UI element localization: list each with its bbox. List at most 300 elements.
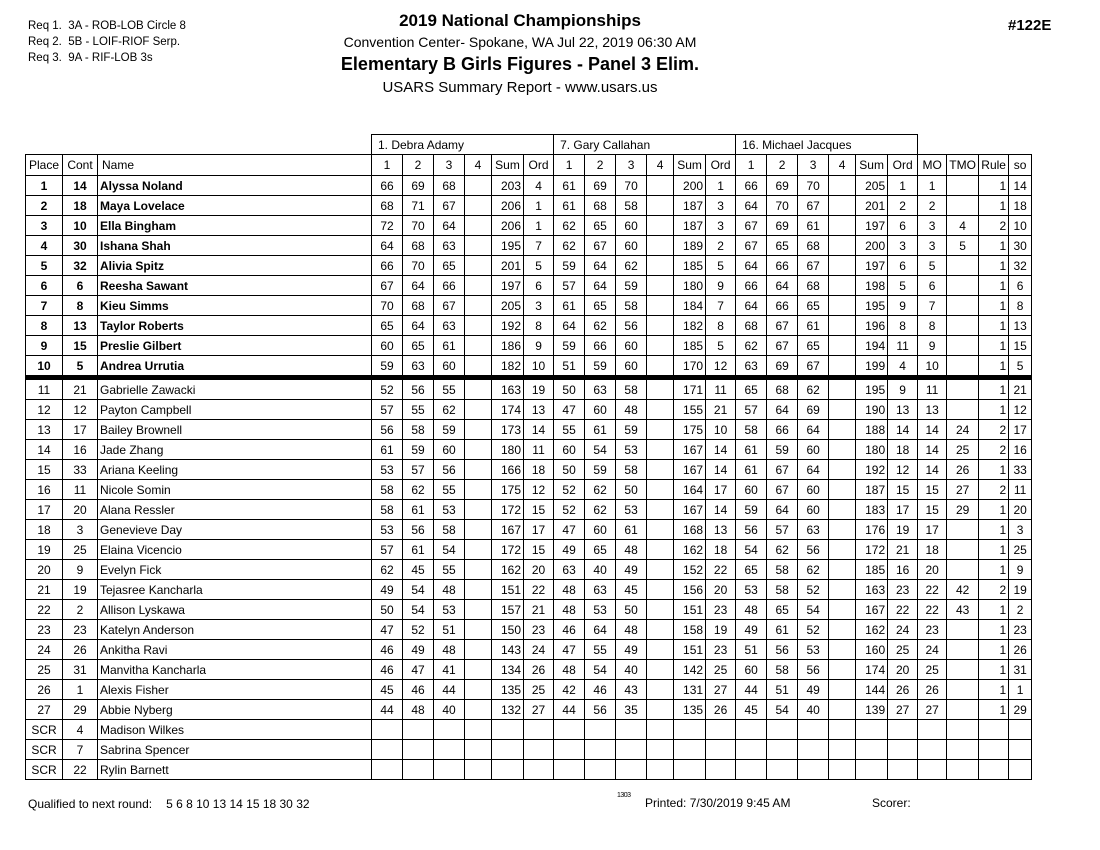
cont-cell: 21 [63, 378, 98, 400]
place-cell: 14 [26, 440, 63, 460]
judge-2-score-cell: 48 [616, 400, 647, 420]
judge-1-ord-cell: 6 [524, 276, 554, 296]
judge-3-score-cell: 68 [767, 378, 798, 400]
place-cell: 7 [26, 296, 63, 316]
judge-2-score-cell: 62 [554, 216, 585, 236]
table-row [26, 720, 1032, 740]
table-row [26, 296, 1032, 316]
so-cell: 2 [1009, 600, 1032, 620]
name-cell: Katelyn Anderson [98, 620, 372, 640]
judge-2-score-cell [647, 640, 674, 660]
place-cell: 26 [26, 680, 63, 700]
cont-cell: 29 [63, 700, 98, 720]
venue-datetime: Convention Center- Spokane, WA Jul 22, 2019 06:30 AM [343, 34, 697, 50]
judge-3-score-cell: 48 [736, 600, 767, 620]
judge-3-score-cell [829, 400, 856, 420]
judge-2-score-cell: 46 [554, 620, 585, 640]
rule-cell: 1 [979, 600, 1009, 620]
mo-cell [918, 760, 947, 780]
judge-2-score-cell: 59 [585, 460, 616, 480]
judge-2-score-cell [647, 740, 674, 760]
judge-2-score-cell: 61 [554, 196, 585, 216]
qualified-label: Qualified to next round: [28, 797, 153, 811]
judge-3-score-cell [736, 720, 767, 740]
judge-2-sum-cell: 162 [674, 540, 706, 560]
judge-2-score-cell: 63 [585, 378, 616, 400]
col-sum: Sum [856, 155, 888, 176]
judge-1-score-cell: 64 [403, 276, 434, 296]
so-cell: 10 [1009, 216, 1032, 236]
so-cell: 30 [1009, 236, 1032, 256]
judge-2-score-cell: 55 [585, 640, 616, 660]
judge-1-ord-cell: 10 [524, 356, 554, 378]
table-row [26, 700, 1032, 720]
so-cell: 23 [1009, 620, 1032, 640]
judge-3-sum-cell: 199 [856, 356, 888, 378]
judge-2-score-cell: 59 [616, 420, 647, 440]
judge-2-sum-cell: 167 [674, 500, 706, 520]
rule-cell: 1 [979, 560, 1009, 580]
judge-3-score-cell: 63 [798, 520, 829, 540]
judge-3-ord-cell: 14 [888, 420, 918, 440]
judge-2-score-cell: 61 [585, 420, 616, 440]
name-cell: Bailey Brownell [98, 420, 372, 440]
judge-1-score-cell: 58 [372, 480, 403, 500]
judge-3-ord-cell [888, 720, 918, 740]
judge-2-ord-cell: 12 [706, 356, 736, 378]
judge-1-score-cell [403, 760, 434, 780]
rule-cell: 2 [979, 216, 1009, 236]
name-cell: Andrea Urrutia [98, 356, 372, 378]
judge-1-score-cell: 55 [434, 480, 465, 500]
judge-2-score-cell [585, 720, 616, 740]
judge-2-score-cell: 62 [554, 236, 585, 256]
judge-3-score-cell: 58 [767, 580, 798, 600]
judge-3-score-cell: 62 [767, 540, 798, 560]
name-cell: Preslie Gilbert [98, 336, 372, 356]
rule-cell: 1 [979, 316, 1009, 336]
place-cell: 6 [26, 276, 63, 296]
name-cell: Alyssa Noland [98, 176, 372, 196]
judge-1-ord-cell: 19 [524, 378, 554, 400]
judge-2-score-cell [647, 480, 674, 500]
judge-2-sum-cell: 180 [674, 276, 706, 296]
judge-2-sum-cell: 158 [674, 620, 706, 640]
judge-3-sum-cell: 195 [856, 378, 888, 400]
judge-1-score-cell [403, 720, 434, 740]
judge-1-score-cell: 58 [434, 520, 465, 540]
judge-3-score-cell [829, 560, 856, 580]
judge-3-score-cell [829, 740, 856, 760]
judge-3-sum-cell: 176 [856, 520, 888, 540]
judge-3-ord-cell: 17 [888, 500, 918, 520]
judge-3-score-cell: 64 [736, 196, 767, 216]
judge-1-ord-cell: 11 [524, 440, 554, 460]
place-cell: 22 [26, 600, 63, 620]
place-cell: 5 [26, 256, 63, 276]
judge-2-score-cell: 47 [554, 640, 585, 660]
judge-2-score-cell [647, 296, 674, 316]
judge-3-score-cell: 66 [767, 256, 798, 276]
judge-2-score-cell: 42 [554, 680, 585, 700]
judge-1-ord-cell [524, 760, 554, 780]
judge-3-ord-cell: 27 [888, 700, 918, 720]
judge-1-sum-cell: 203 [492, 176, 524, 196]
results-table [25, 134, 1032, 780]
tmo-cell [947, 316, 979, 336]
judge-2-score-cell [647, 316, 674, 336]
name-cell: Sabrina Spencer [98, 740, 372, 760]
judge-1-score-cell [465, 196, 492, 216]
judge-3-score-cell: 61 [736, 460, 767, 480]
table-row [26, 460, 1032, 480]
judge-1-score-cell [465, 660, 492, 680]
judge-3-score-cell: 62 [736, 336, 767, 356]
judge-1-score-cell: 70 [372, 296, 403, 316]
cont-cell: 4 [63, 720, 98, 740]
judge-1-score-cell: 56 [403, 520, 434, 540]
judge-2-score-cell [647, 540, 674, 560]
judge-3-score-cell [829, 500, 856, 520]
name-cell: Jade Zhang [98, 440, 372, 460]
tmo-cell: 26 [947, 460, 979, 480]
cont-cell: 30 [63, 236, 98, 256]
judge-1-score-cell: 68 [403, 236, 434, 256]
judge-1-sum-cell: 180 [492, 440, 524, 460]
judge-3-score-cell [829, 480, 856, 500]
judge-2-score-cell: 47 [554, 520, 585, 540]
judge-3-sum-cell: 185 [856, 560, 888, 580]
tmo-cell: 27 [947, 480, 979, 500]
judge-3-ord-cell: 6 [888, 216, 918, 236]
qualified-numbers: 5 6 8 10 13 14 15 18 30 32 [166, 797, 310, 811]
judge-1-sum-cell [492, 720, 524, 740]
table-row [26, 440, 1032, 460]
name-cell: Allison Lyskawa [98, 600, 372, 620]
tmo-cell: 25 [947, 440, 979, 460]
judge-1-score-cell [465, 460, 492, 480]
judge-1-score-cell: 66 [434, 276, 465, 296]
table-row [26, 378, 1032, 400]
judge-3-ord-cell: 23 [888, 580, 918, 600]
judge-3-score-cell [798, 720, 829, 740]
judge-1-score-cell: 46 [372, 640, 403, 660]
judge-2-score-cell: 60 [554, 440, 585, 460]
so-cell: 8 [1009, 296, 1032, 316]
judge-1-score-cell [465, 176, 492, 196]
judge-2-score-cell [647, 420, 674, 440]
judge-2-score-cell [647, 356, 674, 378]
judge-3-score-cell [798, 760, 829, 780]
judge-1-ord-cell: 4 [524, 176, 554, 196]
judge-3-score-cell: 52 [798, 620, 829, 640]
judge-2-score-cell: 46 [585, 680, 616, 700]
judge-3-score-cell: 70 [798, 176, 829, 196]
judge-2-score-cell [647, 216, 674, 236]
judge-3-score-cell [829, 336, 856, 356]
judge-1-score-cell [465, 440, 492, 460]
rule-cell: 1 [979, 276, 1009, 296]
judge-3-ord-cell: 15 [888, 480, 918, 500]
place-cell: 9 [26, 336, 63, 356]
judge-3-sum-cell: 197 [856, 216, 888, 236]
judge-3-score-cell: 60 [798, 500, 829, 520]
place-cell: SCR [26, 760, 63, 780]
judge-1-score-cell: 47 [403, 660, 434, 680]
judge-1-score-cell: 48 [434, 640, 465, 660]
judge-1-score-cell: 44 [434, 680, 465, 700]
place-cell: 13 [26, 420, 63, 440]
judge-3-score-cell: 54 [798, 600, 829, 620]
place-cell: 16 [26, 480, 63, 500]
judge-3-ord-cell [888, 760, 918, 780]
col-mo: MO [918, 155, 947, 176]
judge-1-score-cell: 56 [372, 420, 403, 440]
table-row [26, 216, 1032, 236]
judge-1-score-cell: 63 [434, 236, 465, 256]
judge-3-score-cell: 64 [767, 400, 798, 420]
judge-1-ord-cell: 14 [524, 420, 554, 440]
judge-1-score-cell: 67 [434, 196, 465, 216]
judge-2-score-cell [647, 400, 674, 420]
judge-1-score-cell: 65 [403, 336, 434, 356]
mo-cell [918, 740, 947, 760]
judge-3-score-cell [829, 216, 856, 236]
name-cell: Reesha Sawant [98, 276, 372, 296]
tmo-cell [947, 680, 979, 700]
judge-1-score-cell: 69 [403, 176, 434, 196]
judge-1-score-cell [465, 700, 492, 720]
judge-2-ord-cell: 23 [706, 600, 736, 620]
place-cell: 19 [26, 540, 63, 560]
judge-2-ord-cell [706, 760, 736, 780]
so-cell: 20 [1009, 500, 1032, 520]
rule-cell: 1 [979, 500, 1009, 520]
judge-1-score-cell: 48 [434, 580, 465, 600]
judge-3-score-cell: 66 [767, 420, 798, 440]
judge-1-score-cell: 45 [372, 680, 403, 700]
judge-3-score-cell: 44 [736, 680, 767, 700]
rule-cell: 1 [979, 236, 1009, 256]
judge-3-ord-cell: 4 [888, 356, 918, 378]
tmo-cell [947, 560, 979, 580]
judge-1-score-cell [465, 580, 492, 600]
tmo-cell [947, 760, 979, 780]
judge-2-score-cell: 60 [616, 356, 647, 378]
judge-1-ord-cell: 18 [524, 460, 554, 480]
judge-1-sum-cell: 206 [492, 196, 524, 216]
judge-1-score-cell [465, 236, 492, 256]
cont-cell: 1 [63, 680, 98, 700]
mo-cell: 3 [918, 236, 947, 256]
judge-3-ord-cell: 11 [888, 336, 918, 356]
judge-1-sum-cell: 135 [492, 680, 524, 700]
judge-2-score-cell: 62 [616, 256, 647, 276]
tmo-cell: 4 [947, 216, 979, 236]
place-cell: 10 [26, 356, 63, 378]
judge-1-ord-cell: 20 [524, 560, 554, 580]
judge-2-sum-cell [674, 740, 706, 760]
judge-3-sum-cell: 183 [856, 500, 888, 520]
name-cell: Genevieve Day [98, 520, 372, 540]
judge-2-score-cell [647, 336, 674, 356]
rule-cell: 1 [979, 378, 1009, 400]
cont-cell: 20 [63, 500, 98, 520]
rule-cell: 1 [979, 256, 1009, 276]
judge-2-sum-cell: 170 [674, 356, 706, 378]
judge-1-score-cell: 57 [372, 540, 403, 560]
judge-2-score-cell: 68 [585, 196, 616, 216]
judge-2-score-cell: 65 [585, 296, 616, 316]
judge-3-sum-cell: 167 [856, 600, 888, 620]
judge-2-score-cell [616, 760, 647, 780]
judge-3-sum-cell: 163 [856, 580, 888, 600]
judge-2-sum-cell: 187 [674, 216, 706, 236]
judge-3-score-cell: 54 [767, 700, 798, 720]
judge-1-score-cell: 46 [403, 680, 434, 700]
judge-1-ord-cell: 1 [524, 216, 554, 236]
judge-2-sum-cell: 156 [674, 580, 706, 600]
judge-2-score-cell: 50 [554, 460, 585, 480]
scorer-label: Scorer: [872, 796, 911, 810]
judge-1-score-cell: 63 [434, 316, 465, 336]
judge-2-score-cell: 65 [585, 540, 616, 560]
judge-1-sum-cell: 206 [492, 216, 524, 236]
judge-3-score-cell [767, 760, 798, 780]
rule-cell: 2 [979, 420, 1009, 440]
judge-2-score-cell: 59 [554, 336, 585, 356]
judge-3-ord-cell: 9 [888, 296, 918, 316]
judge-1-sum-cell: 186 [492, 336, 524, 356]
rule-cell: 2 [979, 480, 1009, 500]
judge-1-score-cell: 65 [372, 316, 403, 336]
judge-3-score-cell: 61 [798, 316, 829, 336]
judge-3-sum-cell: 180 [856, 440, 888, 460]
judge-3-score-cell: 59 [736, 500, 767, 520]
judge-2-ord-cell: 27 [706, 680, 736, 700]
tmo-cell [947, 620, 979, 640]
judge-1-score-cell: 57 [372, 400, 403, 420]
tmo-cell [947, 540, 979, 560]
judge-3-score-cell: 64 [736, 296, 767, 316]
judge-3-score-cell: 59 [767, 440, 798, 460]
judge-2-score-cell [647, 176, 674, 196]
rule-cell [979, 740, 1009, 760]
table-row [26, 176, 1032, 196]
judge-1-ord-cell: 15 [524, 500, 554, 520]
tmo-cell [947, 520, 979, 540]
judge-3-ord-cell: 9 [888, 378, 918, 400]
rule-cell: 1 [979, 296, 1009, 316]
judge-3-ord-cell [888, 740, 918, 760]
judge-3-score-cell [767, 720, 798, 740]
col-rule: Rule [979, 155, 1009, 176]
judge-3-score-cell: 58 [767, 660, 798, 680]
judge-2-score-cell [554, 760, 585, 780]
judge-1-score-cell: 63 [403, 356, 434, 378]
page-title: 2019 National Championships [399, 11, 641, 30]
judge-1-sum-cell: 172 [492, 500, 524, 520]
judge-2-score-cell: 60 [585, 400, 616, 420]
cont-cell: 11 [63, 480, 98, 500]
judge-3-score-cell: 57 [767, 520, 798, 540]
judge-3-sum-cell [856, 740, 888, 760]
judge-2-score-cell [616, 740, 647, 760]
place-cell: SCR [26, 720, 63, 740]
judge-1-sum-cell [492, 740, 524, 760]
name-cell: Maya Lovelace [98, 196, 372, 216]
judge-2-score-cell: 58 [616, 378, 647, 400]
mo-cell: 11 [918, 378, 947, 400]
judge-1-score-cell: 49 [372, 580, 403, 600]
judge-3-score-cell: 67 [798, 196, 829, 216]
judge-3-score-cell: 64 [736, 256, 767, 276]
judge-3-score-cell: 66 [736, 176, 767, 196]
requirement-line-3: Req 3. 9A - RIF-LOB 3s [28, 52, 153, 64]
judge-1-score-cell [465, 500, 492, 520]
judge-1-score-cell: 53 [434, 600, 465, 620]
judge-2-ord-cell: 18 [706, 540, 736, 560]
judge-3-score-cell: 58 [767, 560, 798, 580]
judge-3-name: 16. Michael Jacques [736, 135, 918, 155]
judge-2-score-cell: 48 [616, 540, 647, 560]
so-cell: 19 [1009, 580, 1032, 600]
tmo-cell [947, 400, 979, 420]
judge-3-score-cell [736, 740, 767, 760]
so-cell: 25 [1009, 540, 1032, 560]
judge-2-sum-cell: 185 [674, 256, 706, 276]
judge-2-ord-cell: 14 [706, 460, 736, 480]
table-row [26, 500, 1032, 520]
table-row [26, 740, 1032, 760]
judge-1-score-cell: 66 [372, 256, 403, 276]
judge-1-score-cell: 67 [434, 296, 465, 316]
title-block [100, 11, 940, 96]
table-row [26, 336, 1032, 356]
place-cell: 12 [26, 400, 63, 420]
rule-cell: 1 [979, 620, 1009, 640]
judge-1-score-cell: 61 [434, 336, 465, 356]
judge-2-sum-cell: 187 [674, 196, 706, 216]
judge-2-ord-cell: 2 [706, 236, 736, 256]
header-spacer-right [918, 135, 1032, 155]
judge-2-score-cell [647, 378, 674, 400]
judge-3-score-cell [829, 256, 856, 276]
judge-1-score-cell: 44 [372, 700, 403, 720]
judge-1-score-cell: 61 [372, 440, 403, 460]
col-cont: Cont [63, 155, 98, 176]
judge-2-score-cell: 48 [616, 620, 647, 640]
judge-1-sum-cell: 167 [492, 520, 524, 540]
judge-2-ord-cell: 5 [706, 336, 736, 356]
cont-cell: 13 [63, 316, 98, 336]
judge-2-score-cell: 58 [616, 196, 647, 216]
judge-1-sum-cell: 192 [492, 316, 524, 336]
mo-cell: 7 [918, 296, 947, 316]
mo-cell: 15 [918, 480, 947, 500]
judge-1-score-cell [465, 720, 492, 740]
judge-2-score-cell: 54 [585, 440, 616, 460]
judge-3-score-cell: 68 [798, 276, 829, 296]
tmo-cell [947, 660, 979, 680]
cont-cell: 25 [63, 540, 98, 560]
judge-3-score-cell: 57 [736, 400, 767, 420]
judge-3-score-cell [829, 176, 856, 196]
judge-2-score-cell: 62 [585, 316, 616, 336]
col-score-4: 4 [647, 155, 674, 176]
judge-1-score-cell: 68 [372, 196, 403, 216]
rule-cell: 1 [979, 356, 1009, 378]
